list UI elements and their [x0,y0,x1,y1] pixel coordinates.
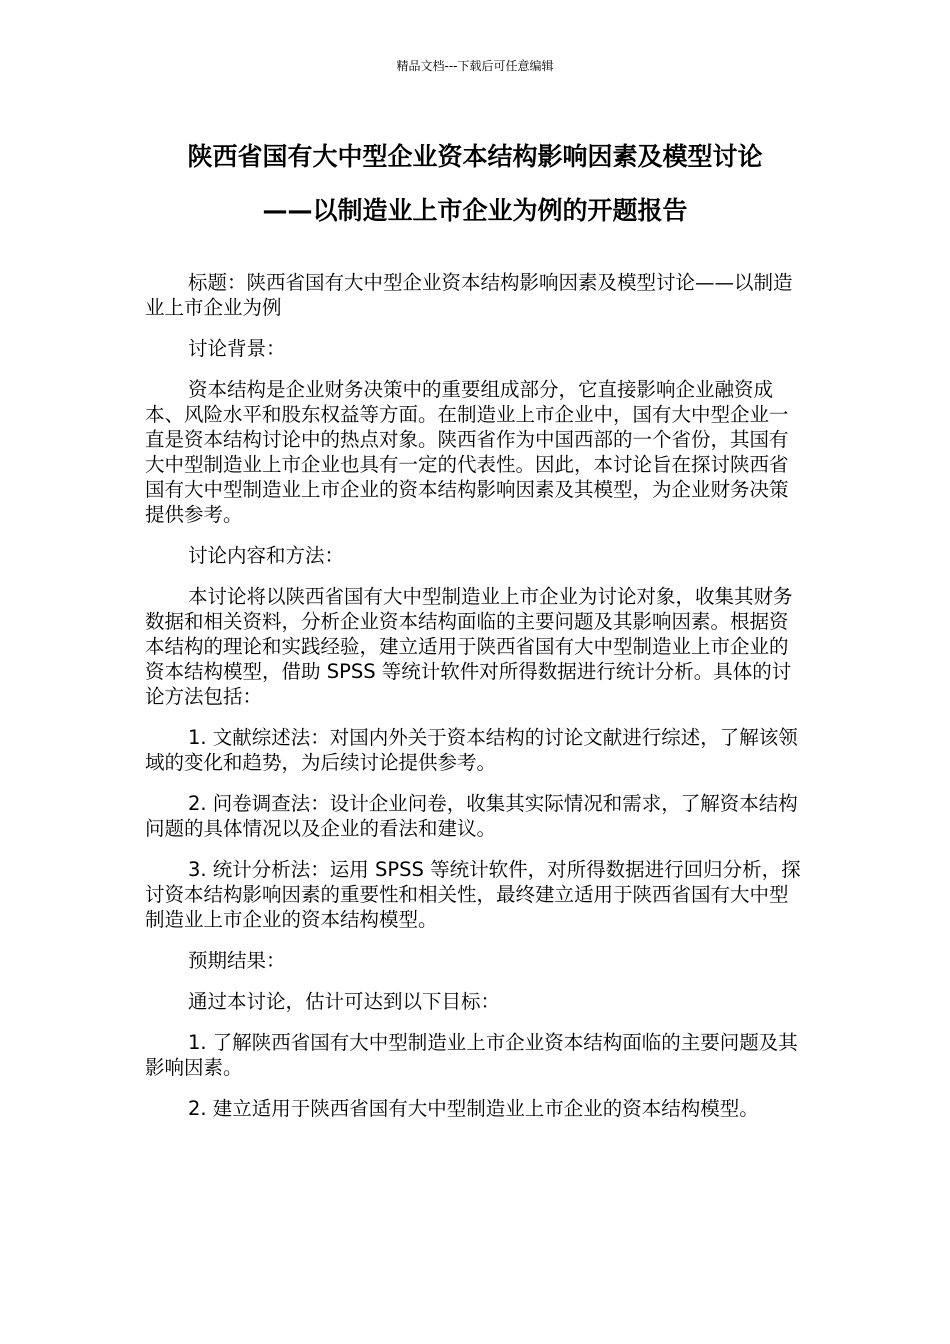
document-title-line-1: 陕西省国有大中型企业资本结构影响因素及模型讨论 [187,142,763,171]
paragraph-expected-intro: 通过本讨论，估计可达到以下目标： [188,990,501,1013]
list-item-result-2: 2. 建立适用于陕西省国有大中型制造业上市企业的资本结构模型。 [188,1097,759,1120]
heading-content-methods: 讨论内容和方法： [188,544,345,567]
list-item-method-2: 2. 问卷调查法：设计企业问卷，收集其实际情况和需求，了解资本结构问题的具体情况以及企业的看法和建议。 [145,792,798,840]
heading-background: 讨论背景： [188,337,286,360]
list-item-result-1: 1. 了解陕西省国有大中型制造业上市企业资本结构面临的主要问题及其影响因素。 [145,1031,798,1079]
paragraph-subject: 标题：陕西省国有大中型企业资本结构影响因素及模型讨论——以制造业上市企业为例 [145,271,793,319]
list-item-method-1: 1. 文献综述法：对国内外关于资本结构的讨论文献进行综述，了解该领域的变化和趋势，为后续讨论提供参考。 [145,726,798,774]
document-body [145,270,807,1137]
paragraph-content-methods: 本讨论将以陕西省国有大中型制造业上市企业为讨论对象，收集其财务数据和相关资料，分析企业资本结构面临的主要问题及其影响因素。根据资本结构的理论和实践经验，建立适用于陕西省国有大中型制造业上市企业的资本结构模型，借助 SPSS 等统计软件对所得数据进行统计分析。具体的讨论方法包括： [145,585,793,708]
header-note: 精品文档---下载后可任意编辑 [396,59,554,73]
list-item-method-3: 3. 统计分析法：运用 SPSS 等统计软件，对所得数据进行回归分析，探讨资本结构影响因素的重要性和相关性，最终建立适用于陕西省国有大中型制造业上市企业的资本结构模型。 [145,858,801,931]
heading-expected-results: 预期结果： [188,949,286,972]
paragraph-background: 资本结构是企业财务决策中的重要组成部分，它直接影响企业融资成本、风险水平和股东权益等方面。在制造业上市企业中，国有大中型企业一直是资本结构讨论中的热点对象。陕西省作为中国西部的一个省份，其国有大中型制造业上市企业也具有一定的代表性。因此，本讨论旨在探讨陕西省国有大中型制造业上市企业的资本结构影响因素及其模型，为企业财务决策提供参考。 [145,378,789,526]
document-title-line-2: ——以制造业上市企业为例的开题报告 [262,196,688,225]
